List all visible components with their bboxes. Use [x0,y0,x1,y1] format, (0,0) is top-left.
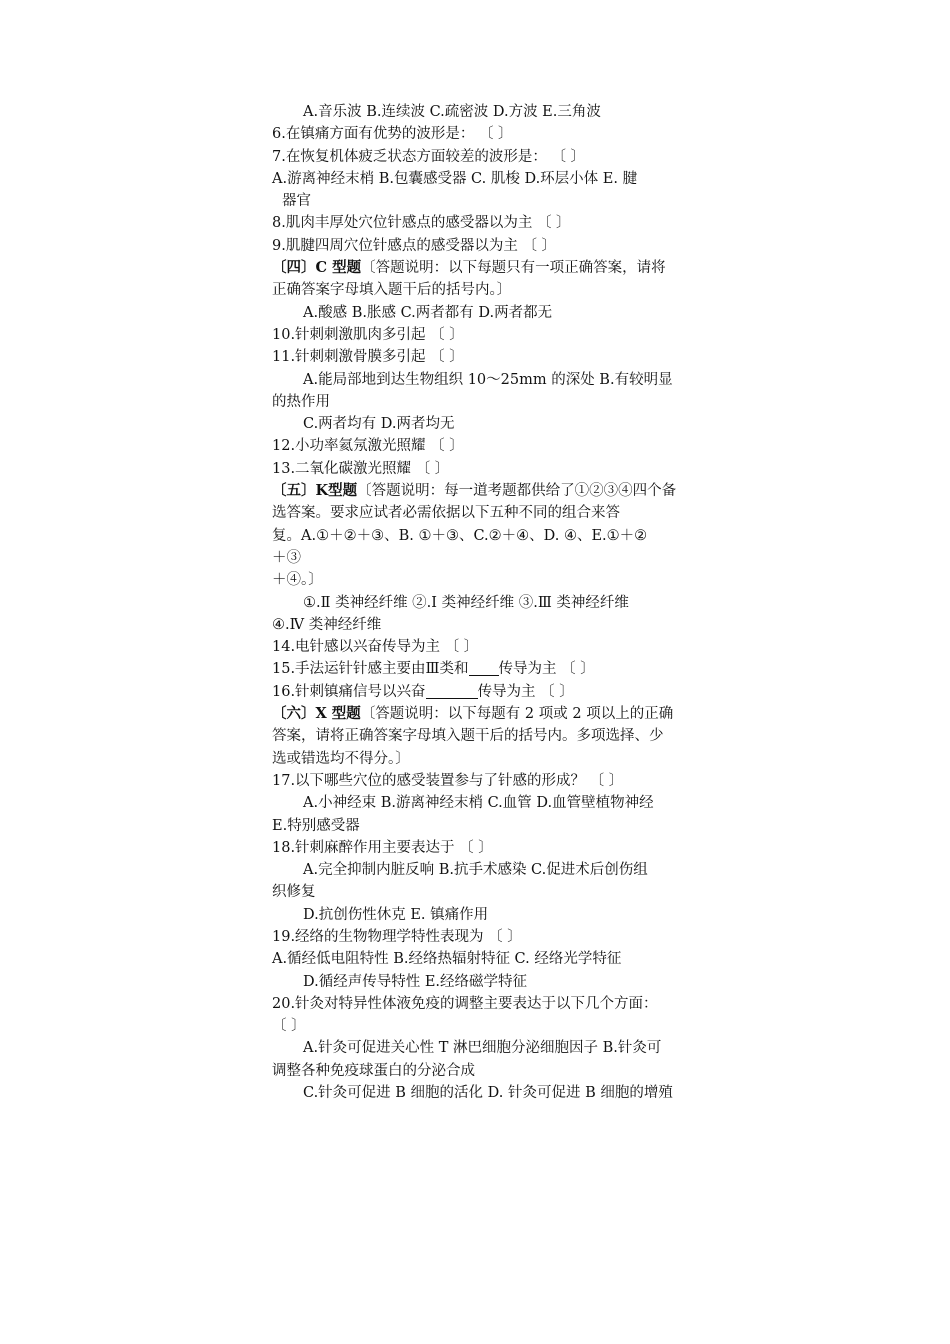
text-line: D.抗创伤性休克 E. 镇痛作用 [303,906,489,923]
text-line: 〔 〕 [272,1018,306,1035]
section-heading-line [272,703,727,725]
text-line: ①.Ⅱ 类神经纤维 ②.Ⅰ 类神经纤维 ③.Ⅲ 类神经纤维 [303,594,629,611]
question-stem: 16.针刺镇痛信号以兴奋 [272,683,426,700]
text-line: 10.针刺刺激肌肉多引起 〔 〕 [272,326,464,343]
text-line: 11.针刺刺激骨膜多引起 〔 〕 [272,349,464,366]
text-line: 19.经络的生物物理学特性表现为 〔 〕 [272,928,522,945]
answer-blank [469,661,499,676]
section-instructions: 〔答题说明：每一道考题都供给了①②③④四个备 [357,483,677,500]
text-line: 13.二氧化碳激光照耀 〔 〕 [272,460,450,477]
text-line: 织修复 [272,884,316,901]
text-line: A.游离神经末梢 B.包囊感受器 C. 肌梭 D.环层小体 E. 腱 [272,170,638,187]
text-line: A.循经低电阻特性 B.经络热辐射特征 C. 经络光学特征 [272,951,622,968]
text-line: 复。A.①＋②＋③、B. ①＋③、C.②＋④、D. ④、E.①＋② [272,527,648,544]
text-line: E.特别感受器 [272,817,360,834]
text-line: 调整各种免疫球蛋白的分泌合成 [272,1062,475,1079]
text-line: 的热作用 [272,393,330,410]
section-heading-line [272,257,727,279]
text-line: 14.电针感以兴奋传导为主 〔 〕 [272,639,479,656]
document-page [272,101,727,1104]
question-stem: 15.手法运针针感主要由Ⅲ类和 [272,661,469,678]
text-line: 12.小功率氦氖激光照耀 〔 〕 [272,438,464,455]
question-tail: 传导为主 〔 〕 [498,661,595,678]
section-heading-line [272,480,727,502]
section-heading: 〔六〕X 型题 [272,705,361,723]
section-instructions: 〔答题说明：以下每题只有一项正确答案，请将 [361,260,666,277]
text-line [272,681,727,703]
answer-blank [426,684,478,699]
text-line: 6.在镇痛方面有优势的波形是： 〔 〕 [272,126,513,143]
text-line: A.能局部地到达生物组织 10～25mm 的深处 B.有较明显 [303,371,673,388]
text-line: D.循经声传导特性 E.经络磁学特征 [303,973,528,990]
section-heading: 〔五〕K型题 [272,482,358,500]
text-line: A.针灸可促进关心性 T 淋巴细胞分泌细胞因子 B.针灸可 [303,1040,662,1057]
text-line: A.音乐波 B.连续波 C.疏密波 D.方波 E.三角波 [303,104,601,120]
text-line: A.小神经束 B.游离神经末梢 C.血管 D.血管壁植物神经 [303,795,654,812]
text-line: 正确答案字母填入题干后的括号内。〕 [272,282,512,299]
text-line: 8.肌肉丰厚处穴位针感点的感受器以为主 〔 〕 [272,215,571,232]
text-line: 17.以下哪些穴位的感受装置参与了针感的形成？ 〔 〕 [272,772,624,789]
text-line: 9.肌腱四周穴位针感点的感受器以为主 〔 〕 [272,237,557,254]
text-line: ＋④。〕 [272,572,323,589]
text-line: ④.Ⅳ 类神经纤维 [272,616,382,633]
text-line: C.两者均有 D.两者均无 [303,416,455,433]
section-heading: 〔四〕C 型题 [272,259,362,277]
text-line: 选或错选均不得分。〕 [272,750,410,767]
text-line: ＋③ [272,549,301,566]
text-line: A.酸感 B.胀感 C.两者都有 D.两者都无 [303,304,553,321]
text-line: 选答案。要求应试者必需依据以下五种不同的组合来答 [272,505,620,522]
section-instructions: 〔答题说明：以下每题有 2 项或 2 项以上的正确 [360,706,674,723]
text-line: 答案，请将正确答案字母填入题干后的括号内。多项选择、少 [272,728,664,745]
text-line: 器官 [282,193,311,210]
question-tail: 传导为主 〔 〕 [477,683,574,700]
text-line: C.针灸可促进 B 细胞的活化 D. 针灸可促进 B 细胞的增殖 [303,1085,673,1102]
text-line: A.完全抑制内脏反响 B.抗手术感染 C.促进术后创伤组 [303,862,648,879]
text-line: 20.针灸对特异性体液免疫的调整主要表达于以下几个方面： [272,995,658,1012]
text-line: 7.在恢复机体疲乏状态方面较差的波形是： 〔 〕 [272,148,586,165]
text-line [272,658,727,680]
text-line: 18.针刺麻醉作用主要表达于 〔 〕 [272,839,493,856]
